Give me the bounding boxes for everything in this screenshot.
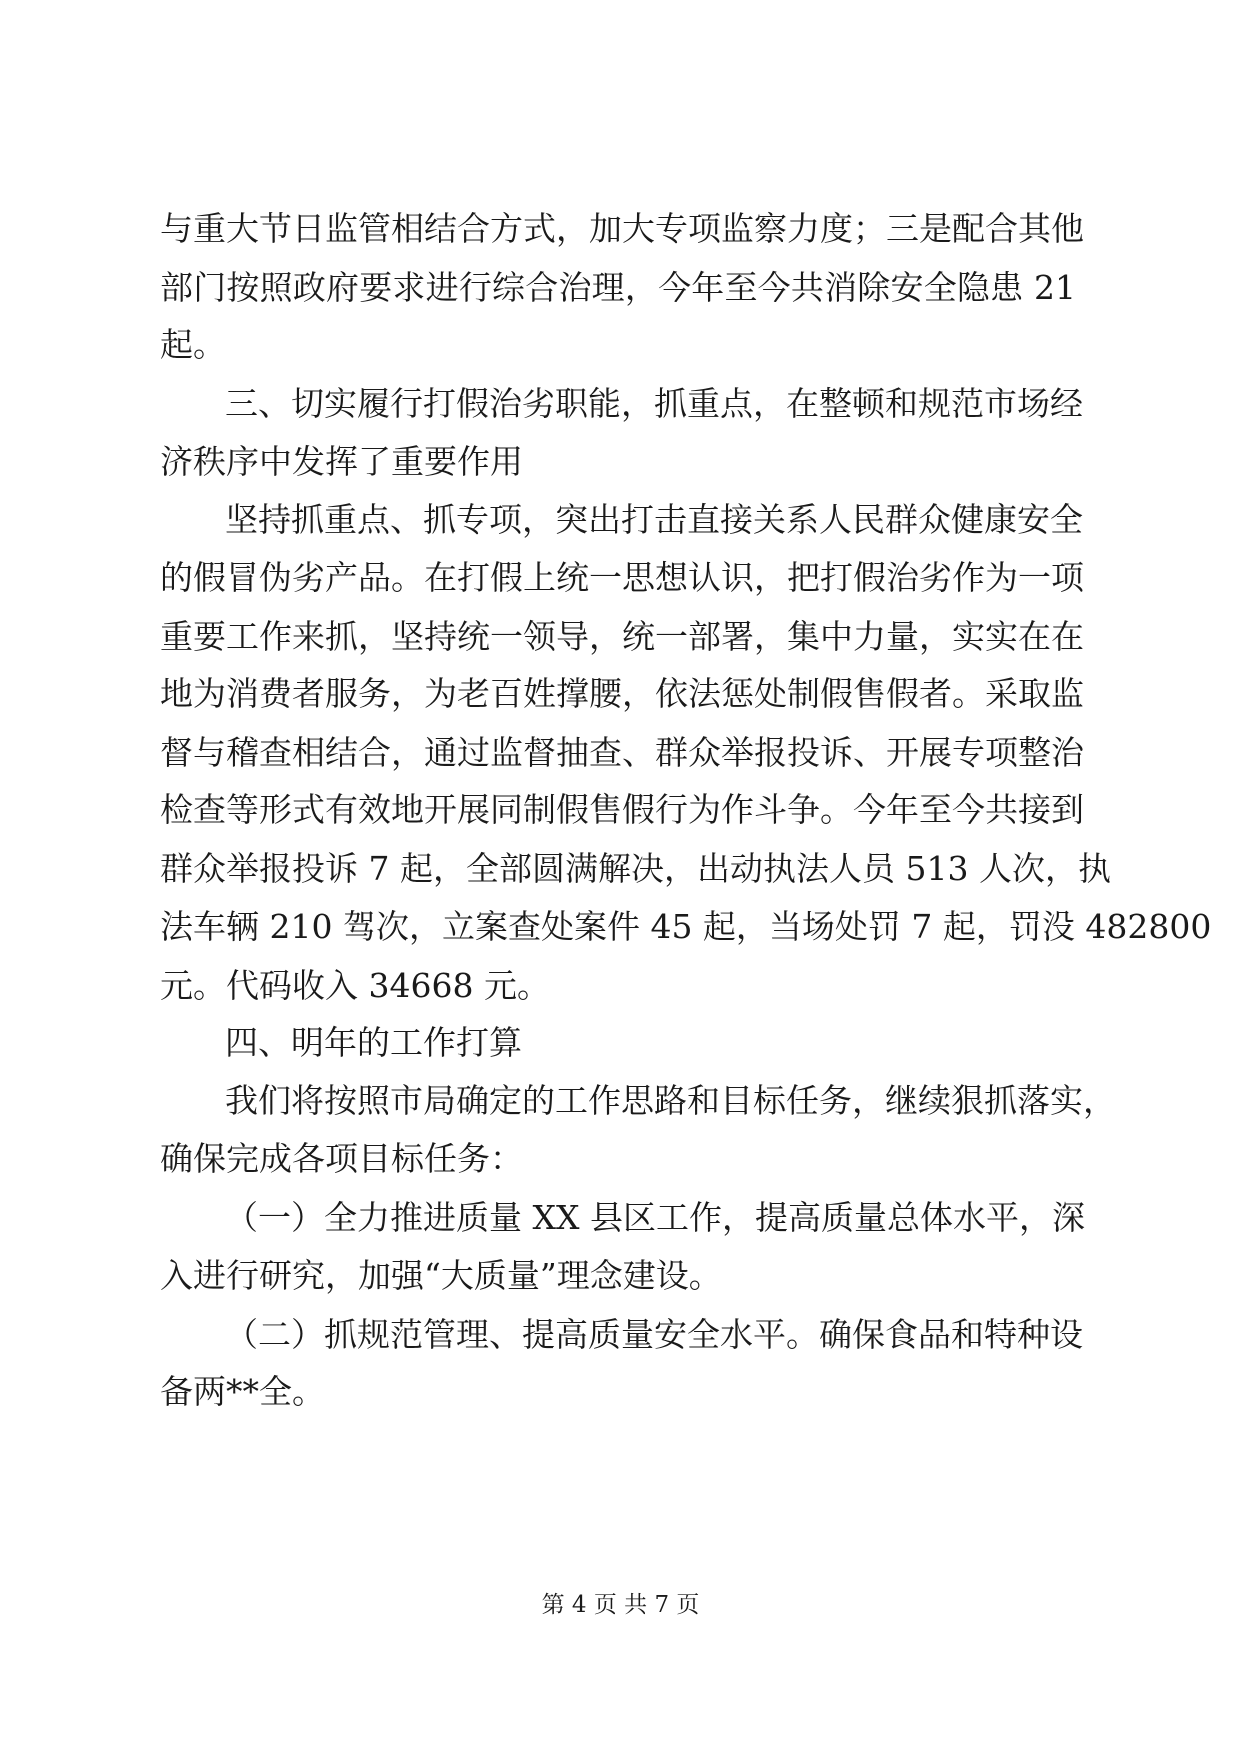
list-item-2-line-1: （二）抓规范管理、提高质量安全水平。确保食品和特种设 bbox=[225, 1315, 1083, 1354]
text-line-12: 群众举报投诉 7 起，全部圆满解决，出动执法人员 513 人次，执 bbox=[160, 849, 1111, 888]
list-item-2-line-2: 备两**全。 bbox=[160, 1372, 325, 1411]
text-line-9: 地为消费者服务，为老百姓撑腰，依法惩处制假售假者。采取监 bbox=[160, 674, 1084, 713]
list-item-1-line-2: 入进行研究，加强“大质量”理念建设。 bbox=[160, 1256, 722, 1295]
text-line-8: 重要工作来抓，坚持统一领导，统一部署，集中力量，实实在在 bbox=[160, 617, 1084, 656]
section-heading-4: 四、明年的工作打算 bbox=[225, 1023, 522, 1062]
text-line-6: 坚持抓重点、抓专项，突出打击直接关系人民群众健康安全 bbox=[225, 500, 1083, 539]
text-line-11: 检查等形式有效地开展同制假售假行为作斗争。今年至今共接到 bbox=[160, 790, 1084, 829]
text-line-17: 确保完成各项目标任务： bbox=[160, 1139, 523, 1178]
text-line-10: 督与稽查相结合，通过监督抽查、群众举报投诉、开展专项整治 bbox=[160, 733, 1084, 772]
text-line-2: 部门按照政府要求进行综合治理，今年至今共消除安全隐患 21 bbox=[160, 268, 1076, 307]
text-line-3: 起。 bbox=[160, 325, 226, 364]
page-number-footer: 第 4 页 共 7 页 bbox=[541, 1592, 700, 1618]
text-line-14: 元。代码收入 34668 元。 bbox=[160, 966, 550, 1005]
list-item-1-line-1: （一）全力推进质量 XX 县区工作，提高质量总体水平，深 bbox=[225, 1198, 1085, 1237]
section-heading-3-line-2: 济秩序中发挥了重要作用 bbox=[160, 442, 523, 481]
text-line-13: 法车辆 210 驾次，立案查处案件 45 起，当场处罚 7 起，罚没 482800 bbox=[160, 907, 1212, 946]
section-heading-3-line-1: 三、切实履行打假治劣职能，抓重点，在整顿和规范市场经 bbox=[225, 384, 1083, 423]
text-line-7: 的假冒伪劣产品。在打假上统一思想认识，把打假治劣作为一项 bbox=[160, 558, 1084, 597]
text-line-16: 我们将按照市局确定的工作思路和目标任务，继续狠抓落实， bbox=[225, 1081, 1116, 1120]
text-line-1: 与重大节日监管相结合方式，加大专项监察力度；三是配合其他 bbox=[160, 209, 1084, 248]
